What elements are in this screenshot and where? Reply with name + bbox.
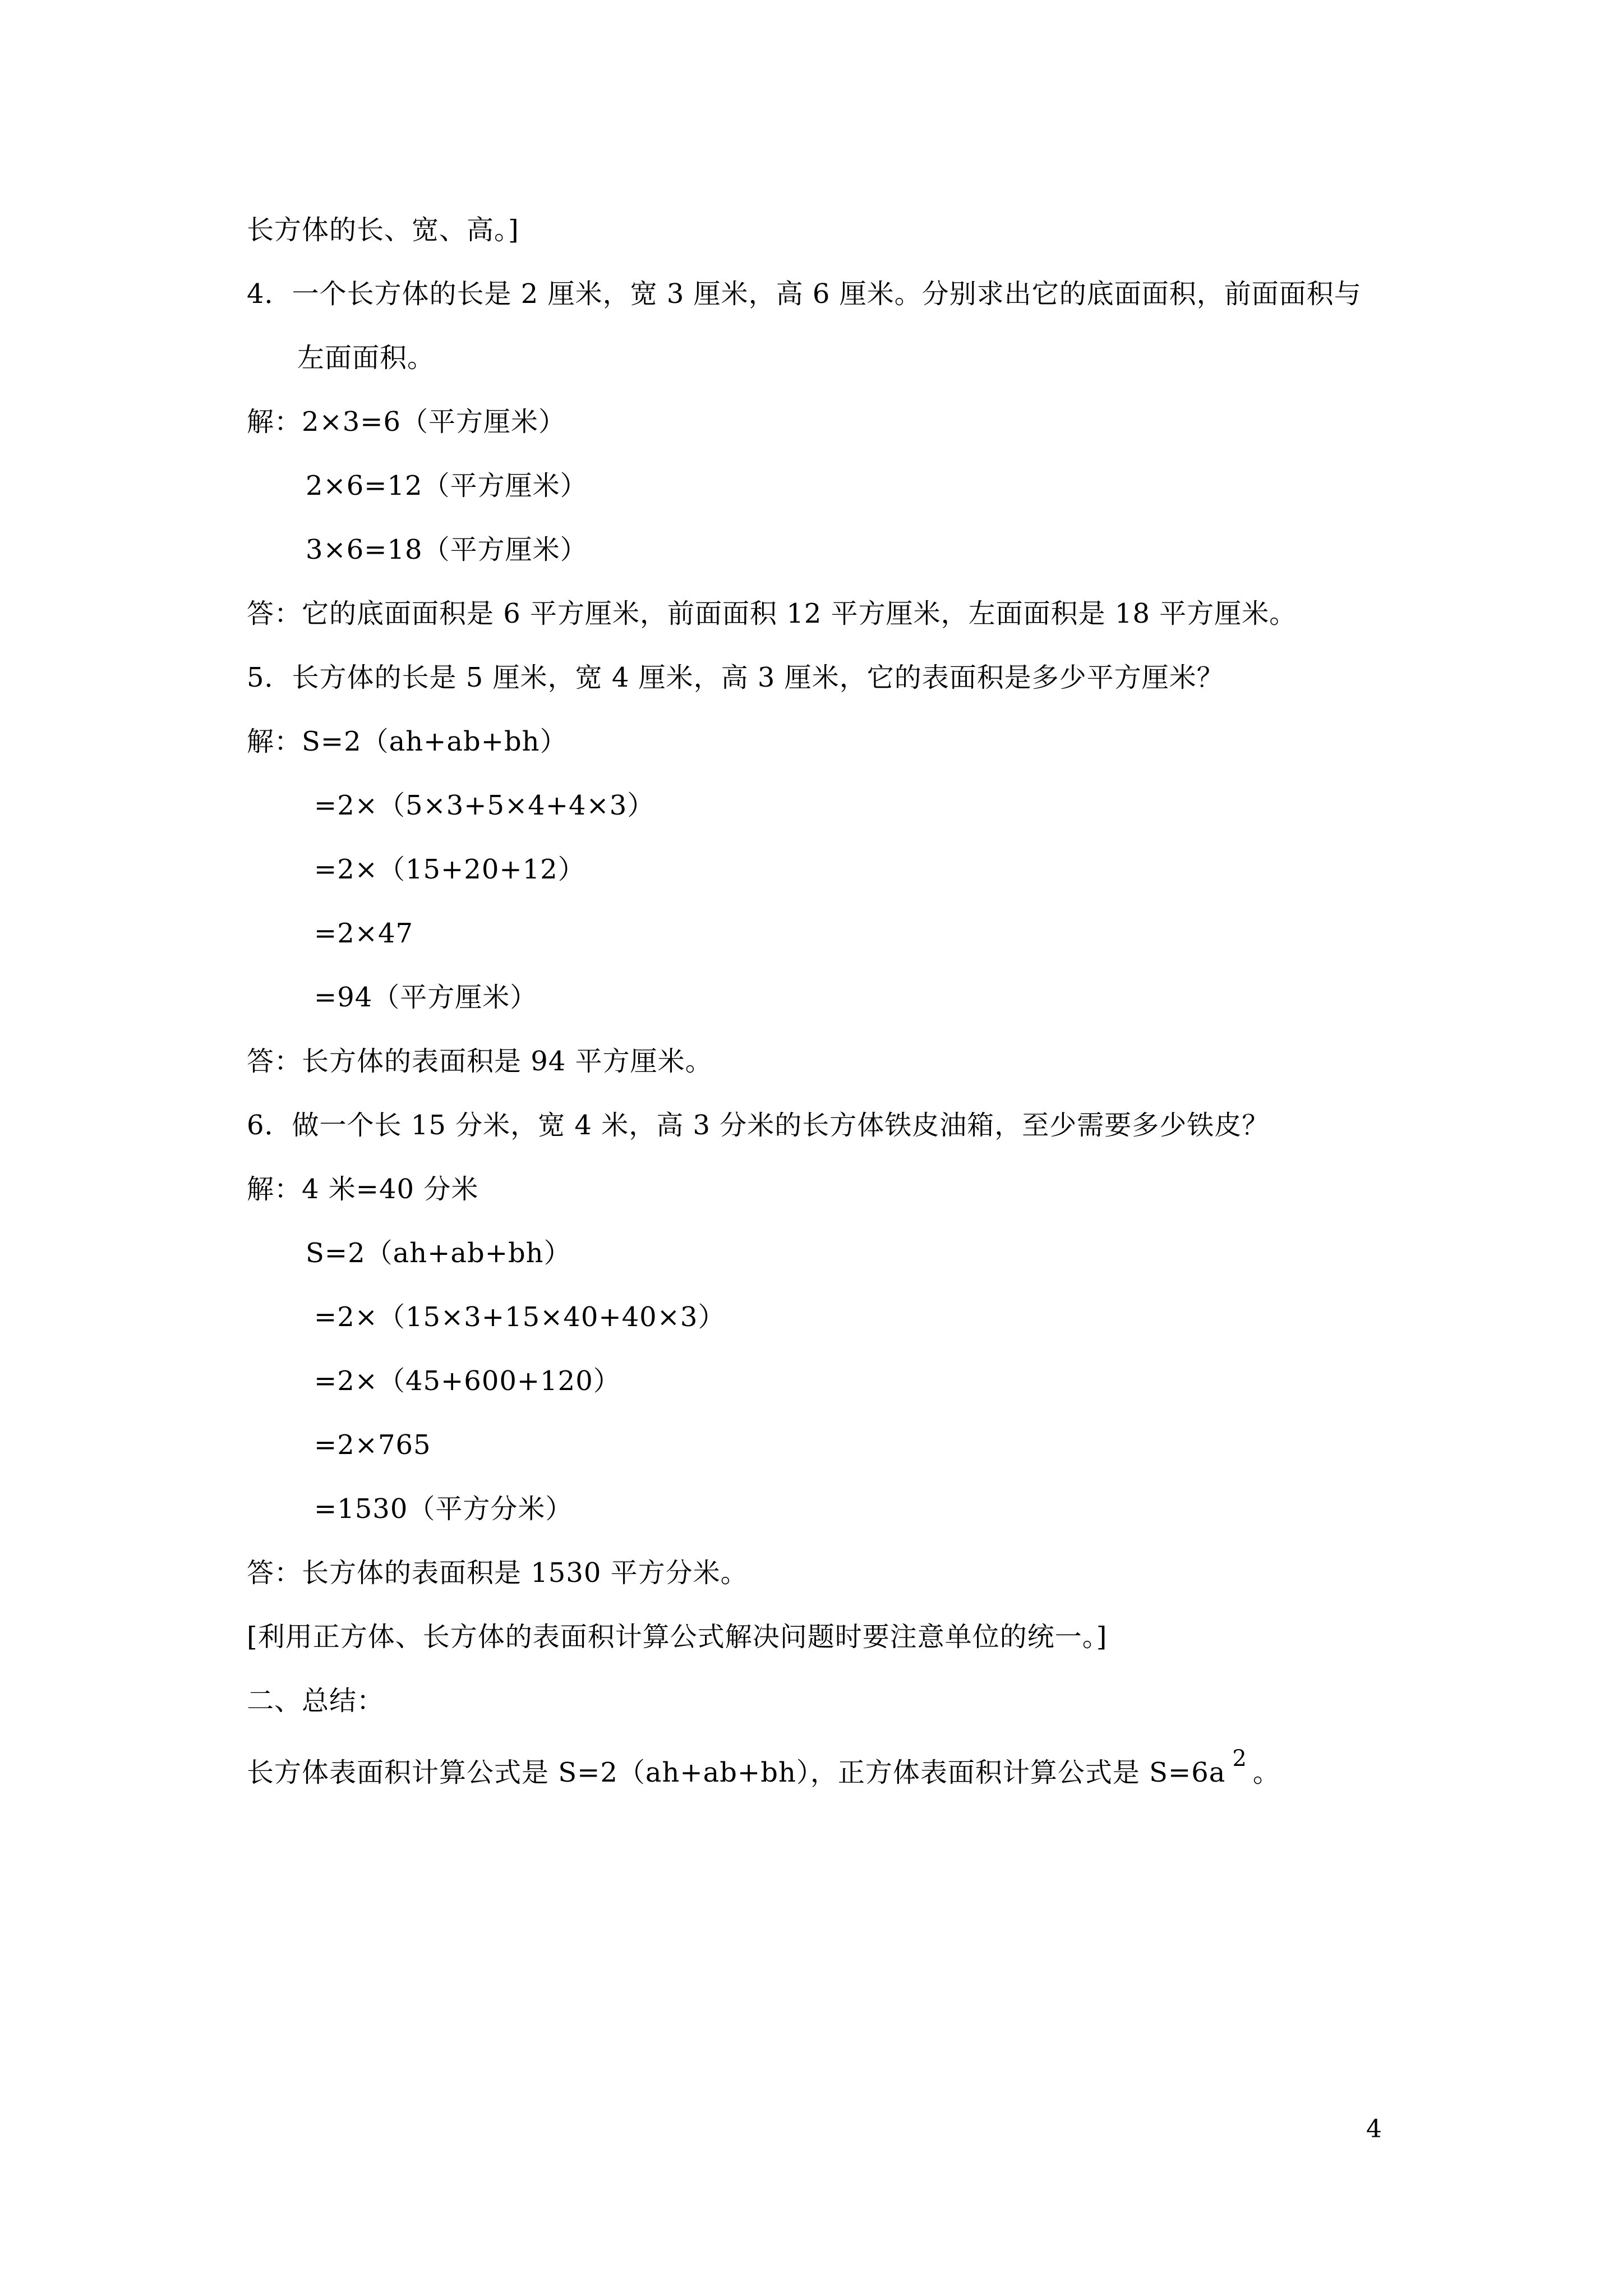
text-line: 长方体的长、宽、高。] (247, 214, 519, 246)
summary-text: 长方体表面积计算公式是 S=2（ah+ab+bh），正方体表面积计算公式是 S=6a (247, 1757, 1226, 1788)
summary-line (247, 1746, 1280, 1791)
note-line: [利用正方体、长方体的表面积计算公式解决问题时要注意单位的统一。] (247, 1621, 1108, 1653)
solution-line: 解：S=2（ah+ab+bh） (247, 726, 568, 757)
section-heading: 二、总结： (247, 1685, 385, 1717)
solution-line: =2×765 (314, 1429, 431, 1461)
solution-line: 解：2×3=6（平方厘米） (247, 406, 566, 438)
solution-line: 3×6=18（平方厘米） (306, 534, 588, 565)
summary-exponent: 2 (1232, 1746, 1247, 1772)
solution-line: =2×47 (314, 918, 414, 949)
solution-line: =2×（45+600+120） (314, 1365, 621, 1397)
solution-line: =94（平方厘米） (314, 982, 538, 1013)
question-5: 5．长方体的长是 5 厘米，宽 4 厘米，高 3 厘米，它的表面积是多少平方厘米？ (247, 662, 1224, 693)
solution-line: =2×（15×3+15×40+40×3） (314, 1301, 726, 1333)
answer-line: 答：它的底面面积是 6 平方厘米，前面面积 12 平方厘米，左面面积是 18 平方厘米。 (247, 598, 1297, 629)
solution-line: 2×6=12（平方厘米） (306, 470, 588, 501)
solution-line: =2×（15+20+12） (314, 854, 585, 885)
text-line: 左面面积。 (297, 342, 435, 374)
summary-end: 。 (1252, 1757, 1280, 1788)
solution-line: =2×（5×3+5×4+4×3） (314, 790, 655, 821)
solution-line: S=2（ah+ab+bh） (306, 1237, 571, 1269)
solution-line: 解：4 米=40 分米 (247, 1174, 479, 1205)
solution-line: =1530（平方分米） (314, 1493, 573, 1525)
page-number: 4 (1366, 2115, 1382, 2143)
answer-line: 答：长方体的表面积是 94 平方厘米。 (247, 1046, 713, 1077)
question-6: 6．做一个长 15 分米，宽 4 米，高 3 分米的长方体铁皮油箱，至少需要多少铁皮？ (247, 1110, 1270, 1141)
question-4: 4．一个长方体的长是 2 厘米，宽 3 厘米，高 6 厘米。分别求出它的底面面积，前面面积与 (247, 278, 1362, 310)
answer-line: 答：长方体的表面积是 1530 平方分米。 (247, 1557, 748, 1589)
